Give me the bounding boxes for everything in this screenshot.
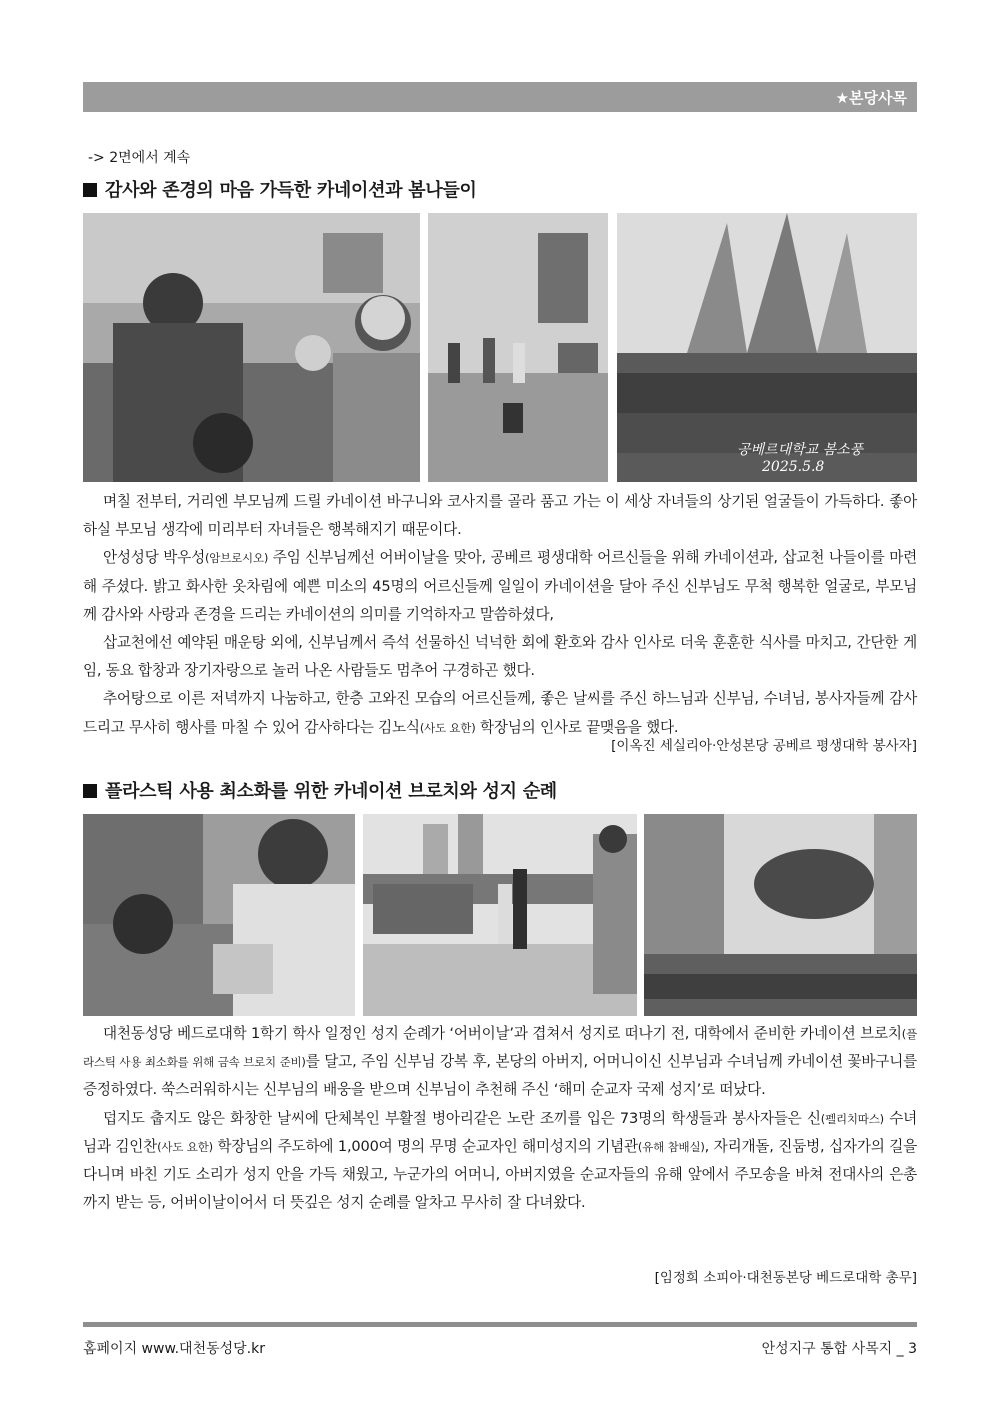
article1-title: 감사와 존경의 마음 가득한 카네이션과 봄나들이 — [83, 176, 477, 202]
article1-paragraph: 며칠 전부터, 거리엔 부모님께 드릴 카네이션 바구니와 코사지를 골라 품고 가는 이 세상 자녀들의 상기된 얼굴들이 가득하다. 좋아하실 부모님 생각에 미리부터 자녀들은 행복해지기 때문이다. — [83, 493, 917, 539]
footer-rule — [83, 1322, 917, 1327]
article2-byline: [임정희 소피아·대천동본당 베드로대학 총무] — [654, 1270, 917, 1286]
article1-body — [83, 488, 917, 742]
photo-group-sailboat-sculpture — [617, 213, 917, 482]
photo-caption-line2: 2025.5.8 — [762, 459, 825, 475]
square-bullet-icon — [83, 784, 97, 798]
article2-title: 플라스틱 사용 최소화를 위한 카네이션 브로치와 성지 순례 — [83, 777, 557, 803]
article1-paragraph: 안성성당 박우성(암브로시오) 주임 신부님께선 어버이날을 맞아, 공베르 평생대학 어르신들을 위해 카네이션과, 삽교천 나들이를 마련해 주셨다. 밝고 화사한 옷차림에 예쁜 미소의 45명의 어르신들께 일일이 카네이션을 달아 주신 신부님도 무척 행복한 얼굴로, 부모님께 감사와 사랑과 존경을 드리는 카네이션의 의미를 기억하자고 말씀하셨다, — [83, 549, 917, 623]
article1-paragraph: 삽교천에선 예약된 매운탕 외에, 신부님께서 즉석 선물하신 넉넉한 회에 환호와 감사 인사로 더욱 훈훈한 식사를 마치고, 간단한 게임, 동요 합창과 장기자랑으로 놀러 나온 사람들도 멈추어 구경하곤 했다. — [83, 634, 917, 680]
photo-seaside-group — [428, 213, 608, 482]
photo-priest-farewell — [363, 814, 637, 1016]
photo-carnation-pinning — [83, 213, 420, 482]
article1-byline: [이옥진 세실리아·안성본당 공베르 평생대학 봉사자] — [611, 738, 917, 754]
photo-brooch-pinning — [83, 814, 355, 1016]
header-bar — [83, 82, 917, 112]
footer-homepage: 홈페이지 www.대천동성당.kr — [83, 1341, 265, 1357]
continued-note: -> 2면에서 계속 — [88, 150, 191, 166]
square-bullet-icon — [83, 183, 97, 197]
article1-paragraph: 추어탕으로 이른 저녁까지 나눔하고, 한층 고와진 모습의 어르신들께, 좋은 날씨를 주신 하느님과 신부님, 수녀님, 봉사자들께 감사드리고 무사히 행사를 마칠 수 있어 감사하다는 김노식(사도 요한) 학장님의 인사로 끝맺음을 했다. — [83, 690, 917, 736]
photo-haemi-shrine-group — [644, 814, 917, 1016]
footer-page-number: 안성지구 통합 사목지 _ 3 — [761, 1341, 917, 1357]
article2-paragraph: 대천동성당 베드로대학 1학기 학사 일정인 성지 순례가 ‘어버이날’과 겹쳐서 성지로 떠나기 전, 대학에서 준비한 카네이션 브로치(플라스틱 사용 최소화를 위해 금속 브로치 준비)를 달고, 주임 신부님 강복 후, 본당의 아버지, 어머니이신 신부님과 수녀님께 카네이션 꽃바구니를 증정하였다. 쑥스러워하시는 신부님의 배웅을 받으며 신부님이 추천해 주신 ‘해미 순교자 국제 성지’로 떠났다. — [83, 1025, 917, 1099]
article2-body — [83, 1020, 917, 1217]
section-label: ★본당사목 — [835, 89, 907, 107]
photo-caption-line1: 공베르대학교 봄소풍 — [737, 442, 864, 458]
article2-paragraph: 덥지도 춥지도 않은 화창한 날씨에 단체복인 부활절 병아리같은 노란 조끼를 입은 73명의 학생들과 봉사자들은 신(펠리치따스) 수녀님과 김인찬(사도 요한) 학장님의 주도하에 1,000여 명의 무명 순교자인 해미성지의 기념관(유해 참배실), 자리개돌, 진둠벙, 십자가의 길을 다니며 바친 기도 소리가 성지 안을 가득 채웠고, 누군가의 어머니, 아버지였을 순교자들의 유해 앞에서 주모송을 바쳐 전대사의 은총까지 받는 등, 어버이날이어서 더 뜻깊은 성지 순례를 알차고 무사히 잘 다녀왔다. — [83, 1109, 918, 1212]
